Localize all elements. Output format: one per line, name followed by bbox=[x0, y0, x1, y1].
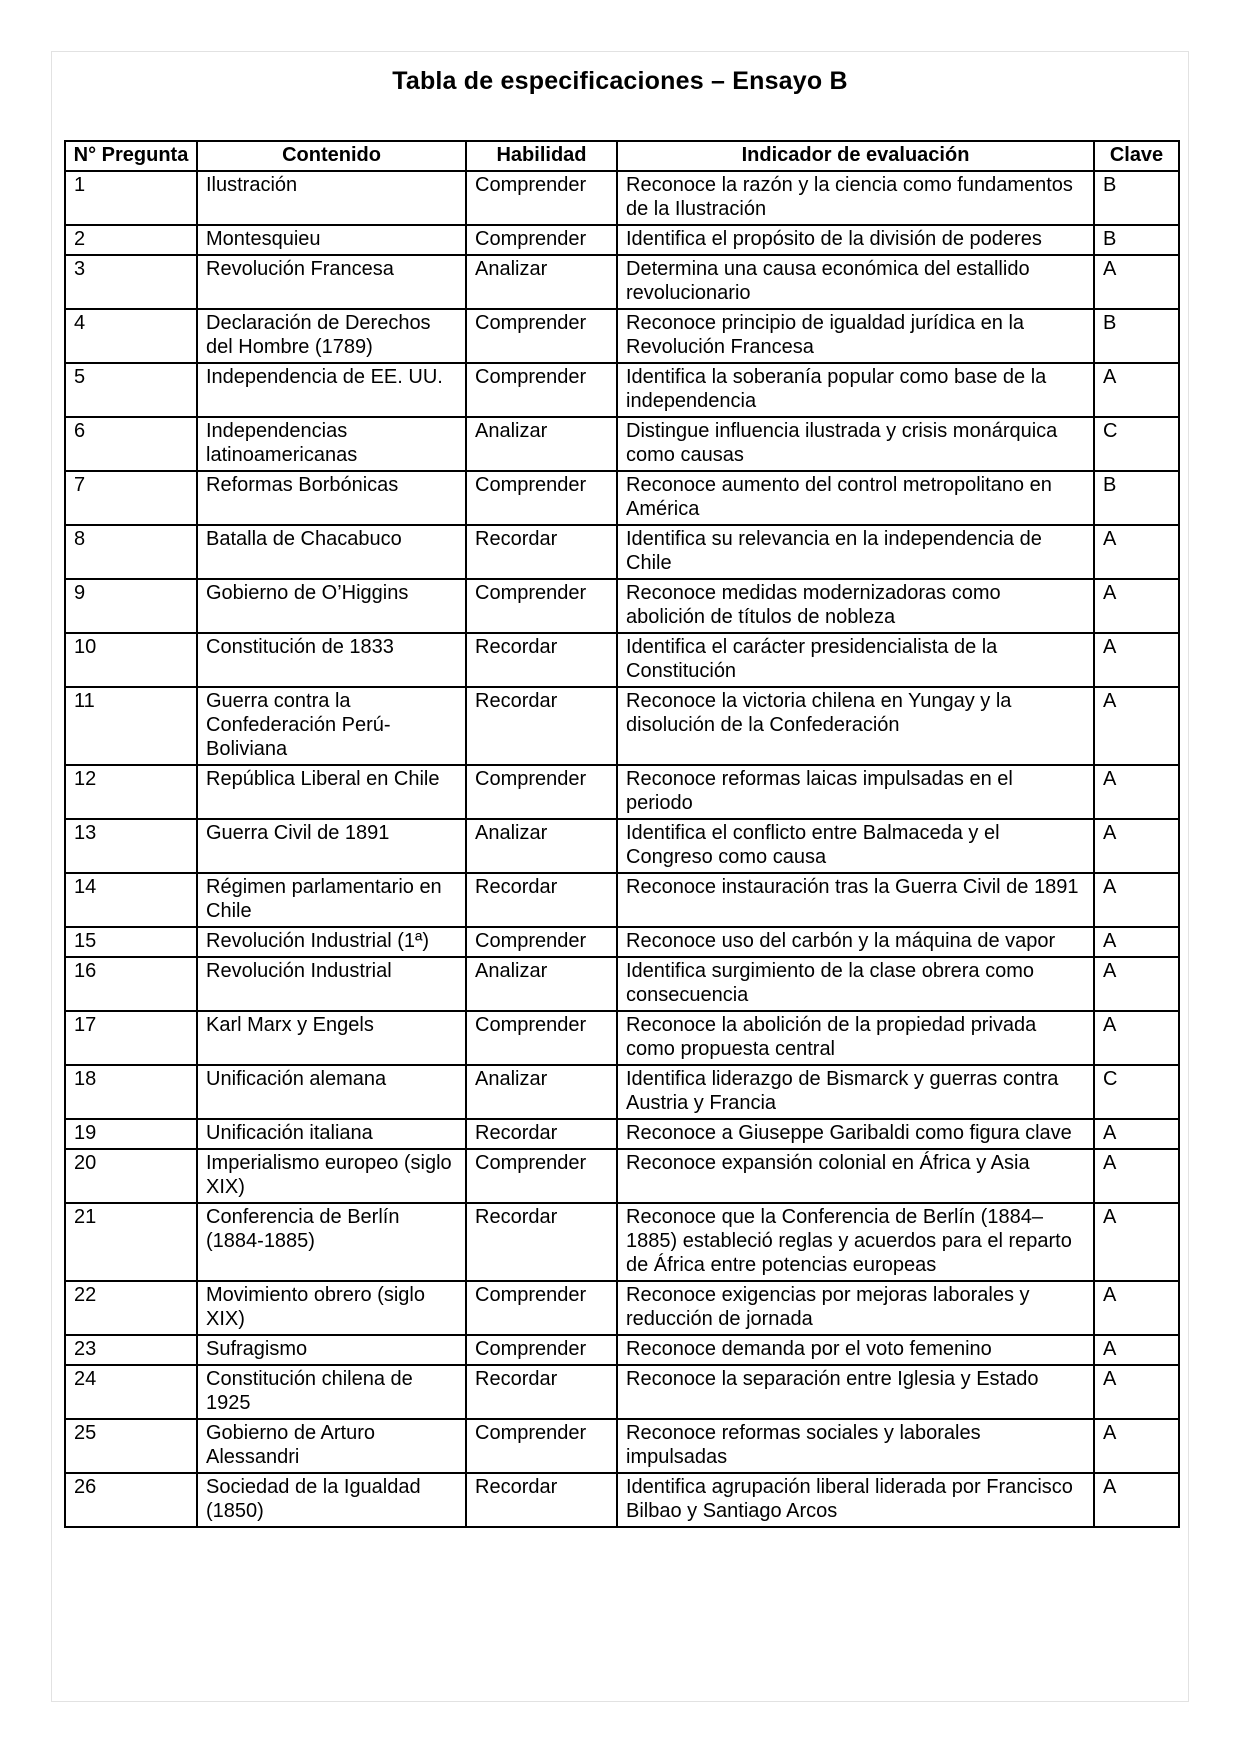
cell-contenido: Régimen parlamentario en Chile bbox=[197, 873, 466, 927]
cell-n-pregunta: 2 bbox=[65, 225, 197, 255]
table-row bbox=[65, 225, 1179, 255]
cell-indicador: Identifica el conflicto entre Balmaceda y el Congreso como causa bbox=[617, 819, 1094, 873]
table-row bbox=[65, 765, 1179, 819]
table-row bbox=[65, 1065, 1179, 1119]
cell-habilidad: Recordar bbox=[466, 873, 617, 927]
cell-indicador: Reconoce la victoria chilena en Yungay y la disolución de la Confederación bbox=[617, 687, 1094, 765]
cell-indicador: Reconoce demanda por el voto femenino bbox=[617, 1335, 1094, 1365]
cell-n-pregunta: 16 bbox=[65, 957, 197, 1011]
table-row bbox=[65, 417, 1179, 471]
cell-clave: A bbox=[1094, 1281, 1179, 1335]
cell-contenido: Gobierno de O’Higgins bbox=[197, 579, 466, 633]
cell-contenido: Revolución Industrial (1ª) bbox=[197, 927, 466, 957]
cell-clave: A bbox=[1094, 1473, 1179, 1527]
document-page bbox=[51, 51, 1189, 1702]
cell-indicador: Identifica agrupación liberal liderada por Francisco Bilbao y Santiago Arcos bbox=[617, 1473, 1094, 1527]
table-row bbox=[65, 819, 1179, 873]
cell-clave: A bbox=[1094, 1011, 1179, 1065]
cell-clave: A bbox=[1094, 687, 1179, 765]
cell-indicador: Reconoce la abolición de la propiedad privada como propuesta central bbox=[617, 1011, 1094, 1065]
page-title: Tabla de especificaciones – Ensayo B bbox=[392, 67, 848, 95]
table-row bbox=[65, 687, 1179, 765]
table-row bbox=[65, 633, 1179, 687]
cell-indicador: Reconoce aumento del control metropolitano en América bbox=[617, 471, 1094, 525]
cell-contenido: Sufragismo bbox=[197, 1335, 466, 1365]
cell-n-pregunta: 12 bbox=[65, 765, 197, 819]
cell-habilidad: Comprender bbox=[466, 225, 617, 255]
cell-contenido: Unificación italiana bbox=[197, 1119, 466, 1149]
cell-indicador: Reconoce la razón y la ciencia como fundamentos de la Ilustración bbox=[617, 171, 1094, 225]
table-row bbox=[65, 309, 1179, 363]
table-row bbox=[65, 1419, 1179, 1473]
table-row bbox=[65, 255, 1179, 309]
cell-habilidad: Analizar bbox=[466, 819, 617, 873]
cell-clave: A bbox=[1094, 765, 1179, 819]
cell-clave: A bbox=[1094, 255, 1179, 309]
cell-clave: A bbox=[1094, 1419, 1179, 1473]
specification-table bbox=[64, 140, 1180, 1528]
cell-n-pregunta: 7 bbox=[65, 471, 197, 525]
cell-indicador: Reconoce principio de igualdad jurídica en la Revolución Francesa bbox=[617, 309, 1094, 363]
cell-n-pregunta: 24 bbox=[65, 1365, 197, 1419]
table-row bbox=[65, 1365, 1179, 1419]
cell-habilidad: Comprender bbox=[466, 171, 617, 225]
cell-n-pregunta: 3 bbox=[65, 255, 197, 309]
cell-contenido: Revolución Industrial bbox=[197, 957, 466, 1011]
cell-indicador: Reconoce reformas laicas impulsadas en el periodo bbox=[617, 765, 1094, 819]
cell-contenido: Unificación alemana bbox=[197, 1065, 466, 1119]
cell-n-pregunta: 11 bbox=[65, 687, 197, 765]
cell-indicador: Reconoce a Giuseppe Garibaldi como figura clave bbox=[617, 1119, 1094, 1149]
cell-habilidad: Comprender bbox=[466, 1335, 617, 1365]
cell-contenido: Constitución de 1833 bbox=[197, 633, 466, 687]
cell-n-pregunta: 22 bbox=[65, 1281, 197, 1335]
cell-contenido: Montesquieu bbox=[197, 225, 466, 255]
cell-n-pregunta: 21 bbox=[65, 1203, 197, 1281]
header-row bbox=[65, 141, 1179, 171]
header-n-pregunta: N° Pregunta bbox=[65, 141, 197, 171]
header-indicador: Indicador de evaluación bbox=[617, 141, 1094, 171]
cell-clave: B bbox=[1094, 471, 1179, 525]
cell-habilidad: Recordar bbox=[466, 525, 617, 579]
cell-n-pregunta: 4 bbox=[65, 309, 197, 363]
cell-n-pregunta: 13 bbox=[65, 819, 197, 873]
cell-n-pregunta: 5 bbox=[65, 363, 197, 417]
cell-contenido: Independencia de EE. UU. bbox=[197, 363, 466, 417]
table-row bbox=[65, 957, 1179, 1011]
cell-clave: A bbox=[1094, 1149, 1179, 1203]
table-row bbox=[65, 363, 1179, 417]
cell-contenido: Imperialismo europeo (siglo XIX) bbox=[197, 1149, 466, 1203]
cell-contenido: Constitución chilena de 1925 bbox=[197, 1365, 466, 1419]
cell-contenido: Independencias latinoamericanas bbox=[197, 417, 466, 471]
cell-contenido: Movimiento obrero (siglo XIX) bbox=[197, 1281, 466, 1335]
cell-n-pregunta: 17 bbox=[65, 1011, 197, 1065]
cell-n-pregunta: 9 bbox=[65, 579, 197, 633]
table-row bbox=[65, 1119, 1179, 1149]
cell-indicador: Reconoce medidas modernizadoras como abolición de títulos de nobleza bbox=[617, 579, 1094, 633]
cell-contenido: Reformas Borbónicas bbox=[197, 471, 466, 525]
cell-indicador: Reconoce exigencias por mejoras laborales y reducción de jornada bbox=[617, 1281, 1094, 1335]
cell-clave: A bbox=[1094, 579, 1179, 633]
cell-habilidad: Analizar bbox=[466, 255, 617, 309]
cell-indicador: Reconoce que la Conferencia de Berlín (1884–1885) estableció reglas y acuerdos para el reparto de África entre potencias europeas bbox=[617, 1203, 1094, 1281]
cell-indicador: Identifica la soberanía popular como base de la independencia bbox=[617, 363, 1094, 417]
table-row bbox=[65, 927, 1179, 957]
cell-contenido: Batalla de Chacabuco bbox=[197, 525, 466, 579]
cell-habilidad: Comprender bbox=[466, 1011, 617, 1065]
cell-n-pregunta: 6 bbox=[65, 417, 197, 471]
cell-clave: B bbox=[1094, 171, 1179, 225]
table-row bbox=[65, 1149, 1179, 1203]
cell-indicador: Reconoce la separación entre Iglesia y Estado bbox=[617, 1365, 1094, 1419]
cell-clave: A bbox=[1094, 1119, 1179, 1149]
cell-habilidad: Comprender bbox=[466, 927, 617, 957]
cell-n-pregunta: 19 bbox=[65, 1119, 197, 1149]
header-clave: Clave bbox=[1094, 141, 1179, 171]
cell-n-pregunta: 25 bbox=[65, 1419, 197, 1473]
cell-n-pregunta: 10 bbox=[65, 633, 197, 687]
cell-habilidad: Recordar bbox=[466, 1119, 617, 1149]
cell-contenido: Revolución Francesa bbox=[197, 255, 466, 309]
cell-contenido: Karl Marx y Engels bbox=[197, 1011, 466, 1065]
cell-n-pregunta: 20 bbox=[65, 1149, 197, 1203]
cell-clave: A bbox=[1094, 363, 1179, 417]
cell-clave: A bbox=[1094, 1335, 1179, 1365]
cell-clave: A bbox=[1094, 927, 1179, 957]
cell-indicador: Reconoce expansión colonial en África y Asia bbox=[617, 1149, 1094, 1203]
cell-clave: C bbox=[1094, 1065, 1179, 1119]
table-row bbox=[65, 1335, 1179, 1365]
table-row bbox=[65, 471, 1179, 525]
cell-indicador: Reconoce instauración tras la Guerra Civil de 1891 bbox=[617, 873, 1094, 927]
cell-indicador: Determina una causa económica del estallido revolucionario bbox=[617, 255, 1094, 309]
cell-habilidad: Comprender bbox=[466, 363, 617, 417]
table-row bbox=[65, 1281, 1179, 1335]
table-body bbox=[65, 171, 1179, 1527]
cell-clave: B bbox=[1094, 225, 1179, 255]
cell-indicador: Identifica su relevancia en la independencia de Chile bbox=[617, 525, 1094, 579]
cell-n-pregunta: 18 bbox=[65, 1065, 197, 1119]
cell-clave: A bbox=[1094, 873, 1179, 927]
cell-habilidad: Comprender bbox=[466, 1149, 617, 1203]
table-row bbox=[65, 1011, 1179, 1065]
cell-contenido: Declaración de Derechos del Hombre (1789) bbox=[197, 309, 466, 363]
cell-indicador: Identifica el propósito de la división de poderes bbox=[617, 225, 1094, 255]
cell-indicador: Reconoce reformas sociales y laborales impulsadas bbox=[617, 1419, 1094, 1473]
cell-indicador: Identifica surgimiento de la clase obrera como consecuencia bbox=[617, 957, 1094, 1011]
cell-clave: A bbox=[1094, 633, 1179, 687]
cell-contenido: Guerra Civil de 1891 bbox=[197, 819, 466, 873]
cell-clave: C bbox=[1094, 417, 1179, 471]
cell-indicador: Distingue influencia ilustrada y crisis monárquica como causas bbox=[617, 417, 1094, 471]
cell-clave: A bbox=[1094, 1203, 1179, 1281]
header-contenido: Contenido bbox=[197, 141, 466, 171]
cell-n-pregunta: 26 bbox=[65, 1473, 197, 1527]
cell-indicador: Identifica el carácter presidencialista de la Constitución bbox=[617, 633, 1094, 687]
cell-habilidad: Analizar bbox=[466, 417, 617, 471]
cell-habilidad: Analizar bbox=[466, 957, 617, 1011]
cell-habilidad: Comprender bbox=[466, 309, 617, 363]
cell-n-pregunta: 1 bbox=[65, 171, 197, 225]
cell-habilidad: Recordar bbox=[466, 687, 617, 765]
cell-n-pregunta: 14 bbox=[65, 873, 197, 927]
cell-habilidad: Comprender bbox=[466, 1281, 617, 1335]
cell-indicador: Identifica liderazgo de Bismarck y guerras contra Austria y Francia bbox=[617, 1065, 1094, 1119]
cell-contenido: Gobierno de Arturo Alessandri bbox=[197, 1419, 466, 1473]
cell-habilidad: Comprender bbox=[466, 579, 617, 633]
table-row bbox=[65, 873, 1179, 927]
table-row bbox=[65, 1203, 1179, 1281]
cell-clave: A bbox=[1094, 957, 1179, 1011]
cell-n-pregunta: 23 bbox=[65, 1335, 197, 1365]
cell-clave: A bbox=[1094, 819, 1179, 873]
cell-habilidad: Recordar bbox=[466, 633, 617, 687]
cell-indicador: Reconoce uso del carbón y la máquina de vapor bbox=[617, 927, 1094, 957]
cell-habilidad: Analizar bbox=[466, 1065, 617, 1119]
cell-habilidad: Comprender bbox=[466, 1419, 617, 1473]
table-row bbox=[65, 171, 1179, 225]
cell-habilidad: Comprender bbox=[466, 471, 617, 525]
cell-clave: A bbox=[1094, 1365, 1179, 1419]
cell-contenido: Guerra contra la Confederación Perú-Boliviana bbox=[197, 687, 466, 765]
cell-n-pregunta: 8 bbox=[65, 525, 197, 579]
cell-clave: B bbox=[1094, 309, 1179, 363]
cell-contenido: Sociedad de la Igualdad (1850) bbox=[197, 1473, 466, 1527]
header-habilidad: Habilidad bbox=[466, 141, 617, 171]
table-row bbox=[65, 1473, 1179, 1527]
cell-habilidad: Recordar bbox=[466, 1473, 617, 1527]
cell-habilidad: Recordar bbox=[466, 1203, 617, 1281]
table-row bbox=[65, 525, 1179, 579]
cell-clave: A bbox=[1094, 525, 1179, 579]
cell-contenido: República Liberal en Chile bbox=[197, 765, 466, 819]
table-header bbox=[65, 141, 1179, 171]
cell-habilidad: Recordar bbox=[466, 1365, 617, 1419]
cell-contenido: Conferencia de Berlín (1884-1885) bbox=[197, 1203, 466, 1281]
cell-n-pregunta: 15 bbox=[65, 927, 197, 957]
table-row bbox=[65, 579, 1179, 633]
cell-contenido: Ilustración bbox=[197, 171, 466, 225]
cell-habilidad: Comprender bbox=[466, 765, 617, 819]
